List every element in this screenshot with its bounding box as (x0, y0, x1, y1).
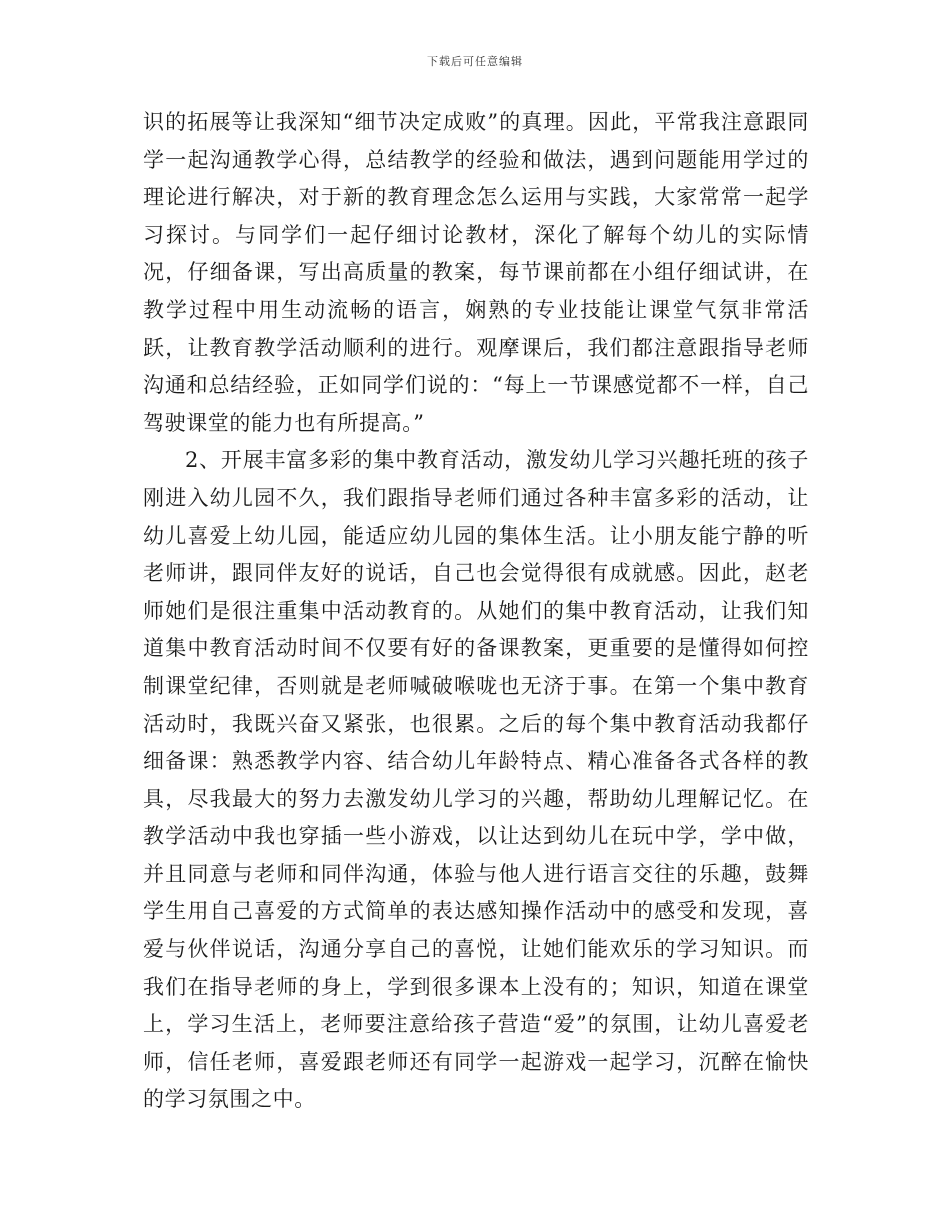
paragraph-continued: 识的拓展等让我深知“细节决定成败”的真理。因此，平常我注意跟同学一起沟通教学心得，总结教学的经验和做法，遇到问题能用学过的理论进行解决，对于新的教育理念怎么运用与实践，大家常常一起学习探讨。与同学们一起仔细讨论教材，深化了解每个幼儿的实际情况，仔细备课，写出高质量的教案，每节课前都在小组仔细试讲，在教学过程中用生动流畅的语言，娴熟的专业技能让课堂气氛非常活跃，让教育教学活动顺利的进行。观摩课后，我们都注意跟指导老师沟通和总结经验，正如同学们说的：“每上一节课感觉都不一样，自己驾驶课堂的能力也有所提高。” (143, 110, 809, 435)
header-note: 下载后可任意编辑 (427, 55, 523, 68)
paragraph-section-2: 2、开展丰富多彩的集中教育活动，激发幼儿学习兴趣托班的孩子刚进入幼儿园不久，我们跟指导老师们通过各种丰富多彩的活动，让幼儿喜爱上幼儿园，能适应幼儿园的集体生活。让小朋友能宁静的听老师讲，跟同伴友好的说话，自己也会觉得很有成就感。因此，赵老师她们是很注重集中活动教育的。从她们的集中教育活动，让我们知道集中教育活动时间不仅要有好的备课教案，更重要的是懂得如何控制课堂纪律，否则就是老师喊破喉咙也无济于事。在第一个集中教育活动时，我既兴奋又紧张，也很累。之后的每个集中教育活动我都仔细备课：熟悉教学内容、结合幼儿年龄特点、精心准备各式各样的教具，尽我最大的努力去激发幼儿学习的兴趣，帮助幼儿理解记忆。在教学活动中我也穿插一些小游戏，以让达到幼儿在玩中学，学中做，并且同意与老师和同伴沟通，体验与他人进行语言交往的乐趣，鼓舞学生用自己喜爱的方式简单的表达感知操作活动中的感受和发现，喜爱与伙伴说话，沟通分享自己的喜悦，让她们能欢乐的学习知识。而我们在指导老师的身上，学到很多课本上没有的；知识，知道在课堂上，学习生活上，老师要注意给孩子营造“爱”的氛围，让幼儿喜爱老师，信任老师，喜爱跟老师还有同学一起游戏一起学习，沉醉在愉快的学习氛围之中。 (143, 448, 809, 1112)
document-body (143, 104, 809, 1119)
